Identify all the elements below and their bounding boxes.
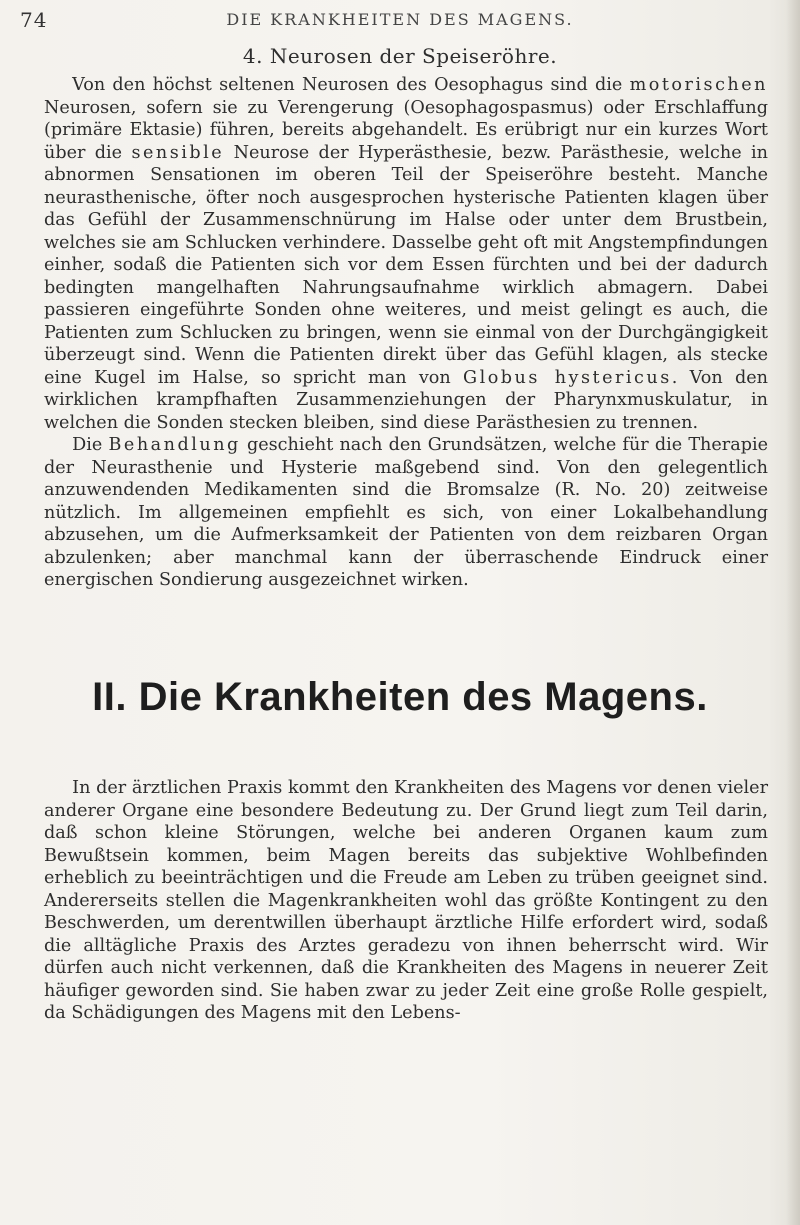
section-body [44,74,768,592]
paragraph: In der ärztlichen Praxis kommt den Krankheiten des Magens vor denen vieler anderer Organe eine besondere Bedeutung zu. Der Grund liegt zum Teil darin, daß schon kleine Störungen, welche bei anderen Organen kaum zum Bewußtsein kommen, beim Magen bereits das subjektive Wohlbefinden erheblich zu beeinträchtigen und die Freude am Leben zu trüben geeignet sind. Andererseits stellen die Magenkrankheiten wohl das größte Kontingent zu den Beschwerden, um derentwillen überhaupt ärztliche Hilfe erfordert wird, sodaß die alltägliche Praxis des Arztes geradezu von ihnen beherrscht wird. Wir dürfen auch nicht verkennen, daß die Krankheiten des Magens in neuerer Zeit häufiger geworden sind. Sie haben zwar zu jeder Zeit eine große Rolle gespielt, da Schädigungen des Magens mit den Lebens- [44,778,768,1023]
text-run: . Von den wirklichen krampfhaften Zusammenziehungen der Pharynxmuskulatur, in welchen die Sonden stecken bleiben, sind diese Parästhesien zu trennen. [44,367,768,433]
text-run: Die [72,435,109,455]
emphasized-term: sensible [131,142,225,163]
text-run: Neurosen, sofern sie zu Verengerung (Oesophagospasmus) oder Erschlaffung (primäre Ektasie) führen, bereits abgehandelt. Es erübrigt nur ein kurzes Wort über die [44,97,768,163]
emphasized-term: motorischen [629,75,768,95]
running-head: DIE KRANKHEITEN DES MAGENS. [226,10,574,29]
paragraph [44,74,768,434]
page-number: 74 [20,8,48,32]
section-heading: 4. Neurosen der Speiseröhre. [242,44,558,68]
emphasized-term: Behandlung [108,435,241,455]
text-run: Von den höchst seltenen Neurosen des Oesophagus sind die [72,75,630,95]
emphasized-term: Globus hystericus [463,367,672,388]
chapter-heading: II. Die Krankheiten des Magens. [92,675,708,719]
text-run: geschieht nach den Grundsätzen, welche für die Therapie der Neurasthenie und Hysterie maßgebend sind. Von den gelegentlich anzuwendenden Medikamenten sind die Bromsalze (R. No. 20) zeitweise nützlich. Im allgemeinen empfiehlt es sich, von einer Lokalbehandlung abzusehen, um die Aufmerksamkeit der Patienten von dem reizbaren Organ abzulenken; aber manchmal kann der überraschende Eindruck einer energischen Sondierung ausgezeichnet wirken. [44,435,768,590]
page-header [20,8,780,36]
page-edge-shadow [786,0,800,1225]
text-run: Neurose der Hyperästhesie, bezw. Parästhesie, welche in abnormen Sensationen im oberen Teil der Speiseröhre besteht. Manche neurasthenische, öfter noch ausgesprochen hysterische Patienten klagen über das Gefühl der Zusammenschnürung im Halse oder unter dem Brustbein, welches sie am Schlucken verhindere. Dasselbe geht oft mit Angstempfindungen einher, sodaß die Patienten sich vor dem Essen fürchten und bei der dadurch bedingten mangelhaften Nahrungsaufnahme wirklich abmagern. Dabei passieren eingeführte Sonden ohne weiteres, und meist gelingt es auch, die Patienten zum Schlucken zu bringen, wenn sie einmal von der Durchgängigkeit überzeugt sind. Wenn die Patienten direkt über das Gefühl klagen, als stecke eine Kugel im Halse, so spricht man von [44,142,768,388]
chapter-body [44,777,768,1025]
paragraph [44,434,768,592]
